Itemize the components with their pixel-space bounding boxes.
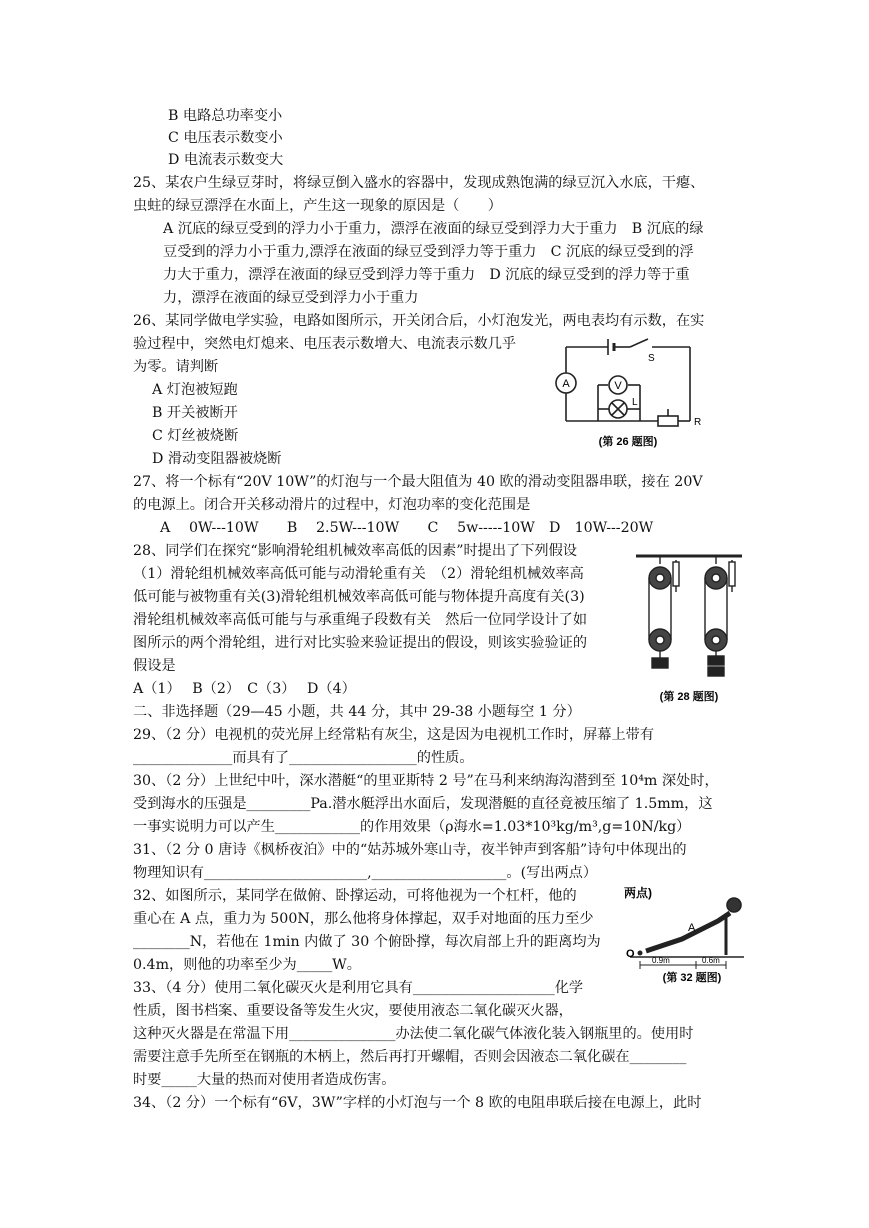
option-line: B 电路总功率变小 [168, 108, 283, 124]
question-29: 29、（2 分）电视机的荧光屏上经常粘有灰尘，这是因为电视机工作时，屏幕上带有 [133, 727, 655, 743]
option-line: C 灯丝被烧断 [152, 428, 239, 444]
pulley-figure [630, 548, 748, 708]
question-line: 这种灭火器是在常温下用_______________办法使二氧化碳气体液化装入钢瓶里的。使用时 [133, 1026, 694, 1042]
option-line: A 0W---10W B 2.5W---10W C 5w-----10W D 10W---20W [160, 520, 654, 536]
question-line: 一事实说明力可以产生____________的作用效果（ρ海水=1.03*10³kg/m³,g=10N/kg） [133, 819, 691, 835]
circuit-figure [548, 335, 708, 450]
question-27: 27、将一个标有“20V 10W”的灯泡与一个最大阻值为 40 欧的滑动变阻器串联，接在 20V [133, 474, 703, 490]
figure-header: 两点) [624, 886, 652, 900]
option-line: 力，漂浮在液面的绿豆受到浮力小于重力 [163, 290, 419, 306]
question-30: 30、（2 分）上世纪中叶，深水潜艇“的里亚斯特 2 号”在马利来纳海沟潜到至 10⁴m 深处时， [133, 773, 719, 789]
switch-label: S [648, 353, 655, 364]
question-31: 31、（2 分 0 唐诗《枫桥夜泊》中的“姑苏城外寒山寺，夜半钟声到客船”诗句中体现出的 [133, 842, 687, 858]
question-32: 32、如图所示，某同学在做俯、卧撑运动，可将他视为一个杠杆，他的 [133, 888, 577, 904]
question-28: 28、同学们在探究“影响滑轮组机械效率高低的因素”时提出了下列假设 [133, 543, 577, 559]
question-line: 0.4m，则他的功率至少为_____W。 [133, 957, 361, 973]
lamp-label: L [632, 397, 638, 408]
option-line: 力大于重力，漂浮在液面的绿豆受到浮力等于重力 D 沉底的绿豆受到的浮力等于重 [163, 267, 690, 283]
question-line: 假设是 [133, 658, 176, 674]
pulley-diagram [630, 548, 748, 708]
question-26: 26、某同学做电学实验，电路如图所示，开关闭合后，小灯泡发光，两电表均有示数，在实 [133, 313, 705, 329]
ammeter-label: A [562, 378, 570, 390]
question-line: 的电源上。闭合开关移动滑片的过程中，灯泡功率的变化范围是 [133, 497, 531, 513]
question-34: 34、（2 分）一个标有“6V，3W”字样的小灯泡与一个 8 欧的电阻串联后接在电源上，此时 [133, 1095, 702, 1111]
option-line: C 电压表示数变小 [168, 130, 283, 146]
question-line: 为零。请判断 [133, 359, 219, 375]
question-line: 验过程中，突然电灯熄来、电压表示数增大、电流表示数几乎 [133, 336, 517, 352]
question-line: 图所示的两个滑轮组，进行对比实验来验证提出的假设，则该实验验证的 [133, 635, 588, 651]
figure-caption: (第 28 题图) [659, 691, 719, 703]
section-heading: 二、非选择题（29—45 小题，共 44 分，其中 29-38 小题每空 1 分） [133, 704, 581, 720]
figure-caption: (第 26 题图) [598, 436, 658, 448]
voltmeter-label: V [614, 380, 622, 392]
question-33: 33、（4 分）使用二氧化碳灭火是利用它具有____________________化学 [133, 980, 584, 996]
option-line: A（1） B（2） C（3） D（4） [133, 681, 356, 697]
option-line: B 开关被断开 [152, 405, 238, 421]
question-line: （1）滑轮组机械效率高低可能与动滑轮重有关 （2）滑轮组机械效率高 [133, 566, 584, 582]
question-line: 重心在 A 点，重力为 500N，那么他将身体撑起，双手对地面的压力至少 [133, 911, 594, 927]
point-a-label: A [688, 922, 696, 934]
question-line: ______________而具有了__________________的性质。 [133, 750, 474, 766]
circuit-diagram [548, 335, 708, 450]
question-line: 受到海水的压强是_________Pa.潜水艇浮出水面后，发现潜艇的直径竟被压缩了 1.5mm，这 [133, 796, 713, 812]
distance-label: 0.9m [652, 956, 670, 965]
option-line: D 滑动变阻器被烧断 [152, 451, 282, 467]
option-line: 豆受到的浮力小于重力,漂浮在液面的绿豆受到浮力等于重力 C 沉底的绿豆受到的浮 [163, 244, 694, 260]
question-25: 25、某农户生绿豆芽时，将绿豆倒入盛水的容器中，发现成熟饱满的绿豆沉入水底，干瘪、 [133, 175, 705, 191]
option-line: A 灯泡被短跑 [152, 382, 238, 398]
pivot-point [638, 951, 643, 956]
option-line: A 沉底的绿豆受到的浮力小于重力，漂浮在液面的绿豆受到浮力大于重力 B 沉底的绿 [163, 221, 704, 237]
option-line: D 电流表示数变大 [168, 152, 284, 168]
question-line: 虫蛀的绿豆漂浮在水面上，产生这一现象的原因是（ ） [133, 198, 502, 214]
question-line: 低可能与被物重有关(3)滑轮组机械效率高低可能与物体提升高度有关(3) [133, 589, 585, 605]
resistor-label: R [694, 417, 702, 428]
pivot-label: O [626, 948, 635, 960]
question-line: 时要_____大量的热而对使用者造成伤害。 [133, 1072, 396, 1088]
question-line: 物理知识有_______________________,___________________。(写出两点） [133, 865, 598, 881]
question-line: 需要注意手先所至在钢瓶的木柄上，然后再打开螺帽，否则会因液态二氧化碳在________ [133, 1049, 687, 1065]
question-line: 滑轮组机械效率高低可能与与承重绳子段数有关 然后一位同学设计了如 [133, 612, 588, 628]
pushup-figure [622, 883, 750, 985]
question-line: ________N，若他在 1min 内做了 30 个俯卧撑，每次肩部上升的距离均为 [133, 934, 601, 950]
question-line: 性质，图书档案、重要设备等发生火灾，要使用液态二氧化碳灭火器， [133, 1003, 573, 1019]
figure-caption: (第 32 题图) [662, 972, 722, 984]
distance-label: 0.6m [702, 956, 720, 965]
pushup-diagram [622, 883, 750, 985]
